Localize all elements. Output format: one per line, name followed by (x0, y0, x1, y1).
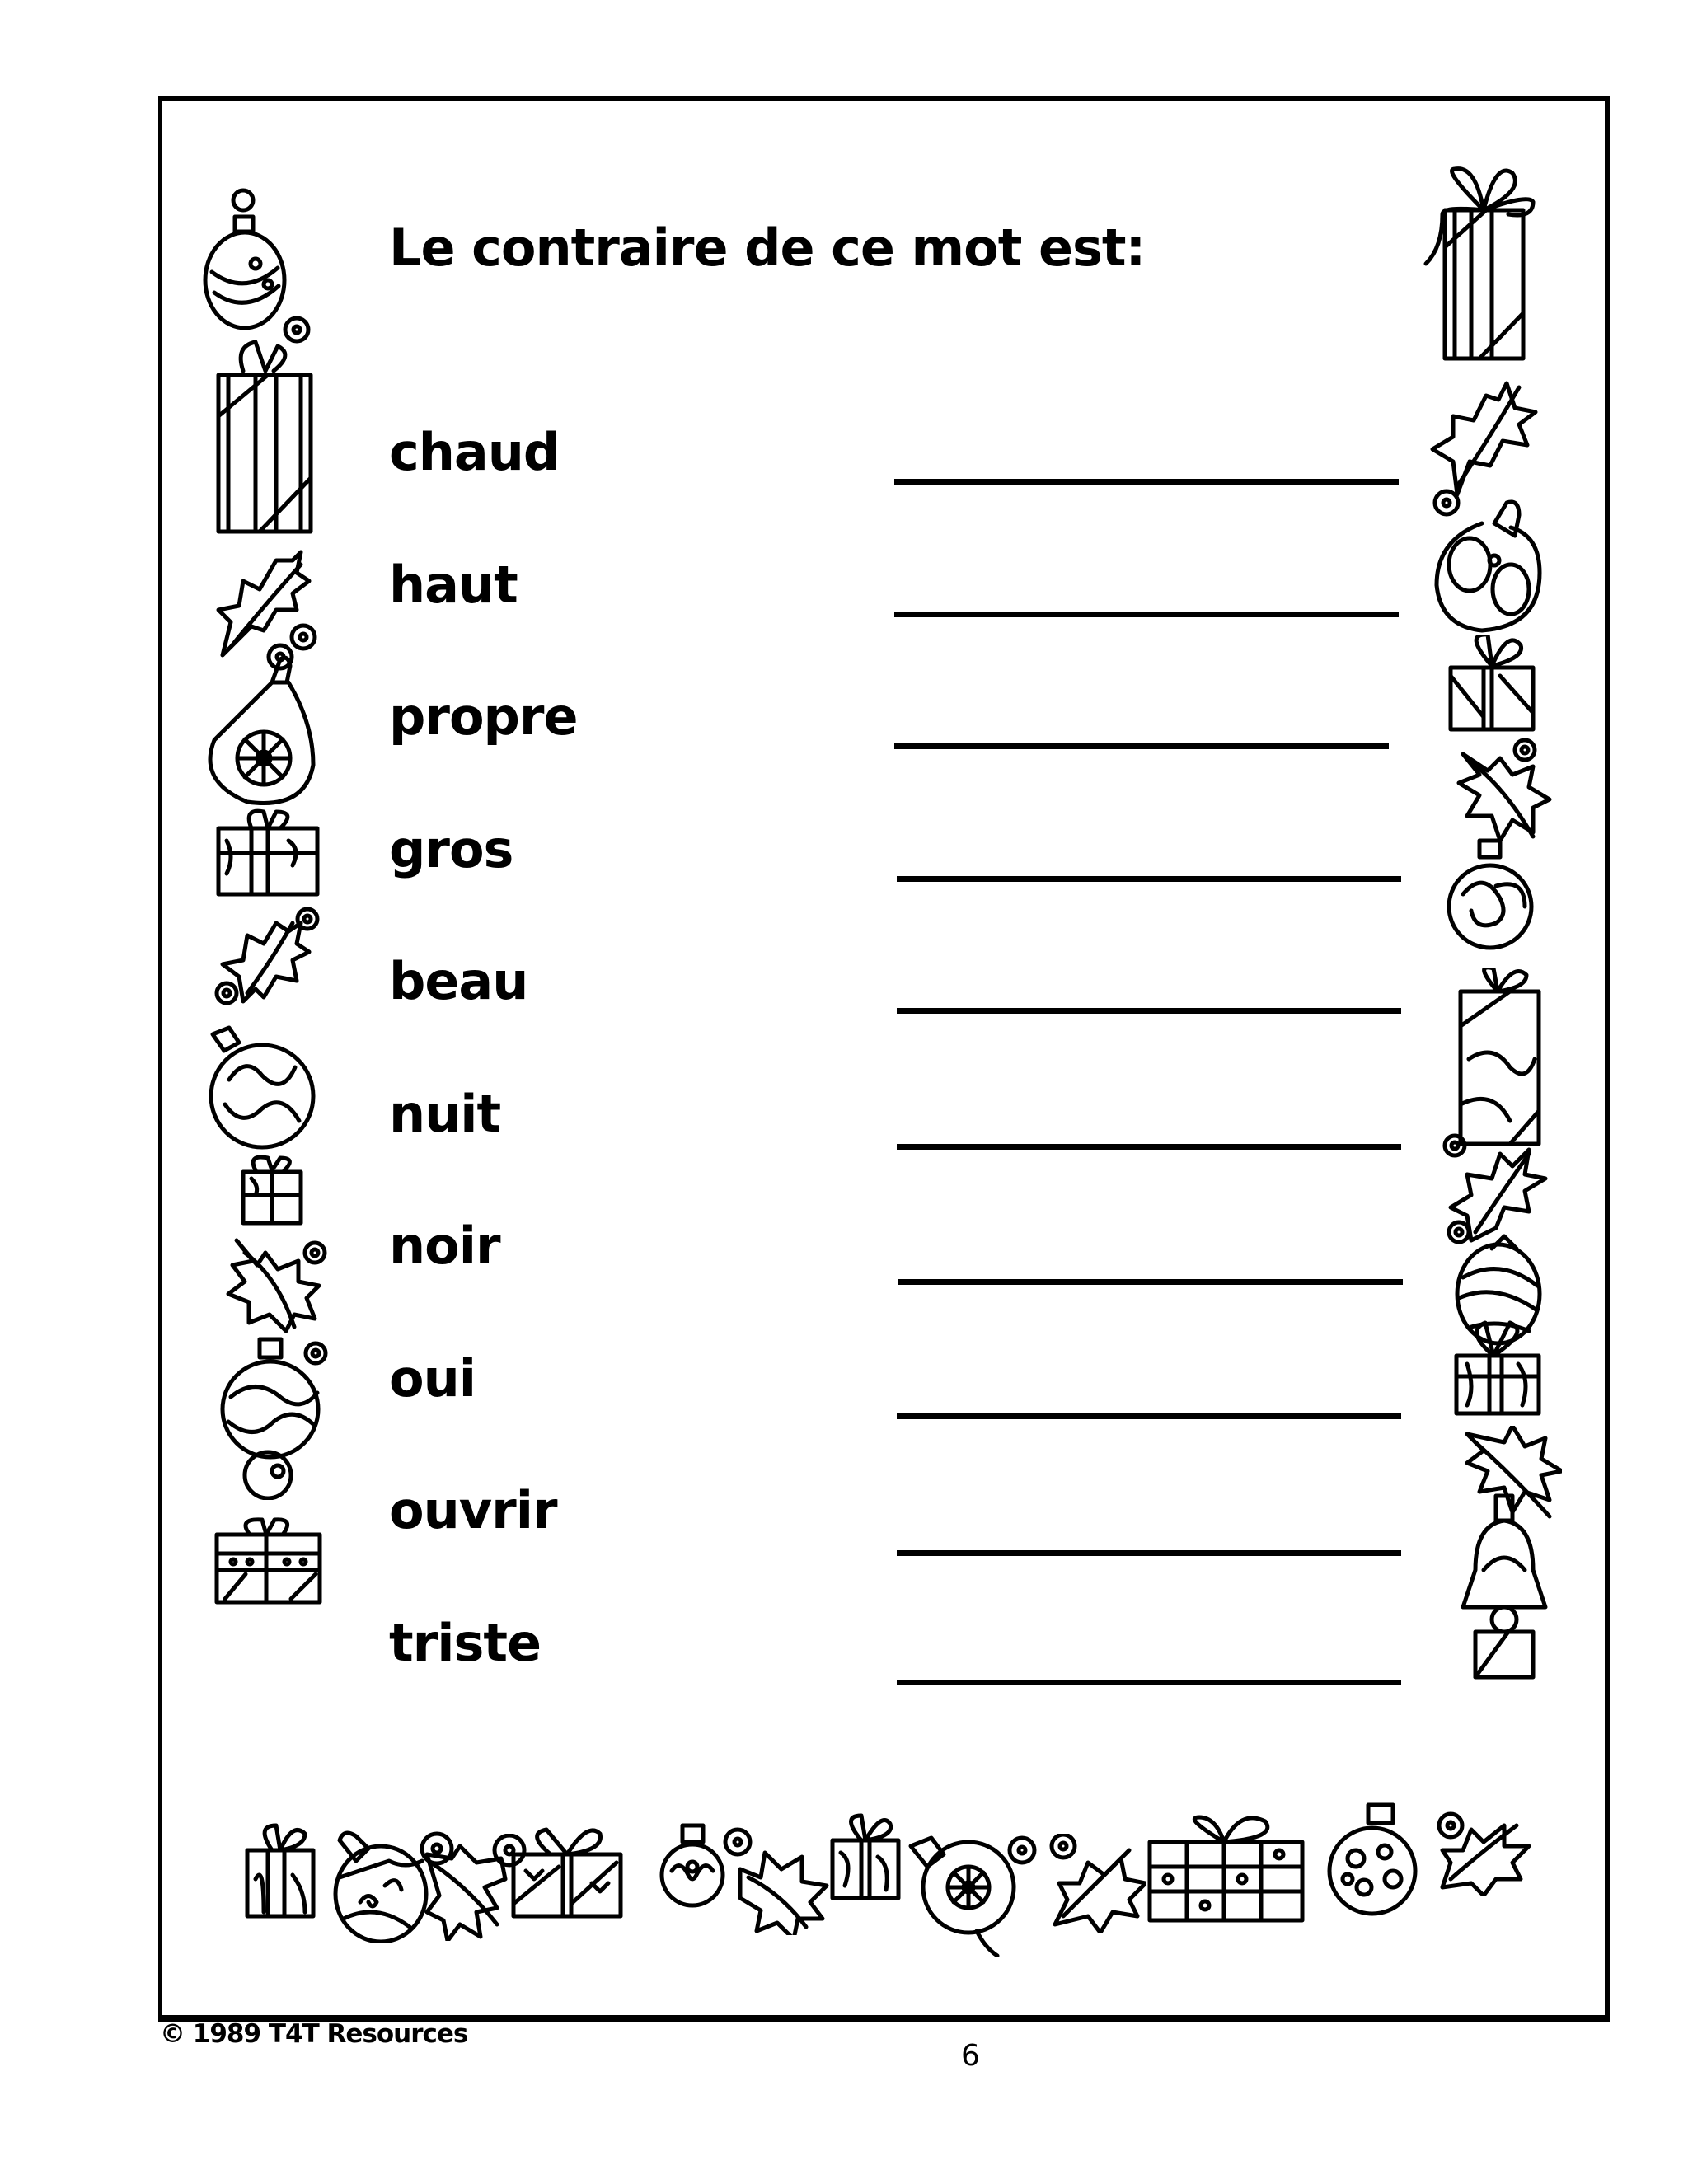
word-label: triste (389, 1613, 542, 1673)
holly-icon (1047, 1834, 1146, 1933)
ornament-icon (1432, 499, 1548, 639)
answer-line-input[interactable] (894, 612, 1399, 617)
word-label: chaud (389, 422, 560, 482)
gift-icon (210, 338, 317, 536)
ornament-icon (907, 1834, 1043, 1957)
gift-icon (1422, 165, 1545, 363)
word-label: haut (389, 555, 518, 615)
holly-icon (1447, 738, 1554, 853)
worksheet-title: Le contraire de ce mot est: (389, 218, 1146, 278)
holly-icon (216, 1232, 331, 1347)
answer-line-input[interactable] (898, 1279, 1403, 1285)
answer-line-input[interactable] (894, 479, 1399, 485)
ornament-icon (196, 1022, 320, 1154)
holly-icon (732, 1844, 831, 1935)
answer-line-input[interactable] (897, 1413, 1401, 1419)
answer-line-input[interactable] (897, 1008, 1401, 1014)
gift-icon (1447, 635, 1537, 733)
answer-line-input[interactable] (894, 743, 1389, 749)
copyright-notice: © 1989 T4T Resources (160, 2019, 468, 2049)
word-label: noir (389, 1216, 500, 1276)
word-label: beau (389, 951, 528, 1011)
word-label: gros (389, 819, 513, 879)
gift-icon (1452, 1319, 1543, 1418)
holly-icon (1434, 1805, 1533, 1896)
bell-icon (1459, 1492, 1550, 1681)
ornament-icon (218, 1335, 334, 1500)
ornament-icon (1323, 1801, 1422, 1916)
answer-line-input[interactable] (897, 1550, 1401, 1556)
word-label: propre (389, 687, 578, 747)
holly-icon (1424, 363, 1540, 503)
word-label: nuit (389, 1084, 501, 1144)
gift-icon (509, 1825, 625, 1920)
word-row (0, 1615, 1688, 1680)
answer-line-input[interactable] (897, 1144, 1401, 1150)
answer-line-input[interactable] (897, 876, 1401, 882)
gift-icon (1146, 1813, 1306, 1924)
gift-icon (243, 1821, 317, 1920)
word-label: oui (389, 1348, 476, 1408)
ornament-icon (202, 651, 334, 808)
gift-icon (213, 1516, 324, 1607)
holly-icon (210, 902, 326, 1018)
ornament-icon (1447, 837, 1537, 960)
word-label: ouvrir (389, 1480, 557, 1540)
answer-line-input[interactable] (897, 1680, 1401, 1685)
worksheet-border (158, 96, 1610, 2022)
gift-icon (214, 808, 321, 898)
ornament-icon (202, 185, 293, 334)
page-number: 6 (961, 2039, 980, 2073)
gift-icon (239, 1154, 305, 1228)
gift-icon (1452, 968, 1543, 1150)
gift-icon (828, 1811, 907, 1902)
